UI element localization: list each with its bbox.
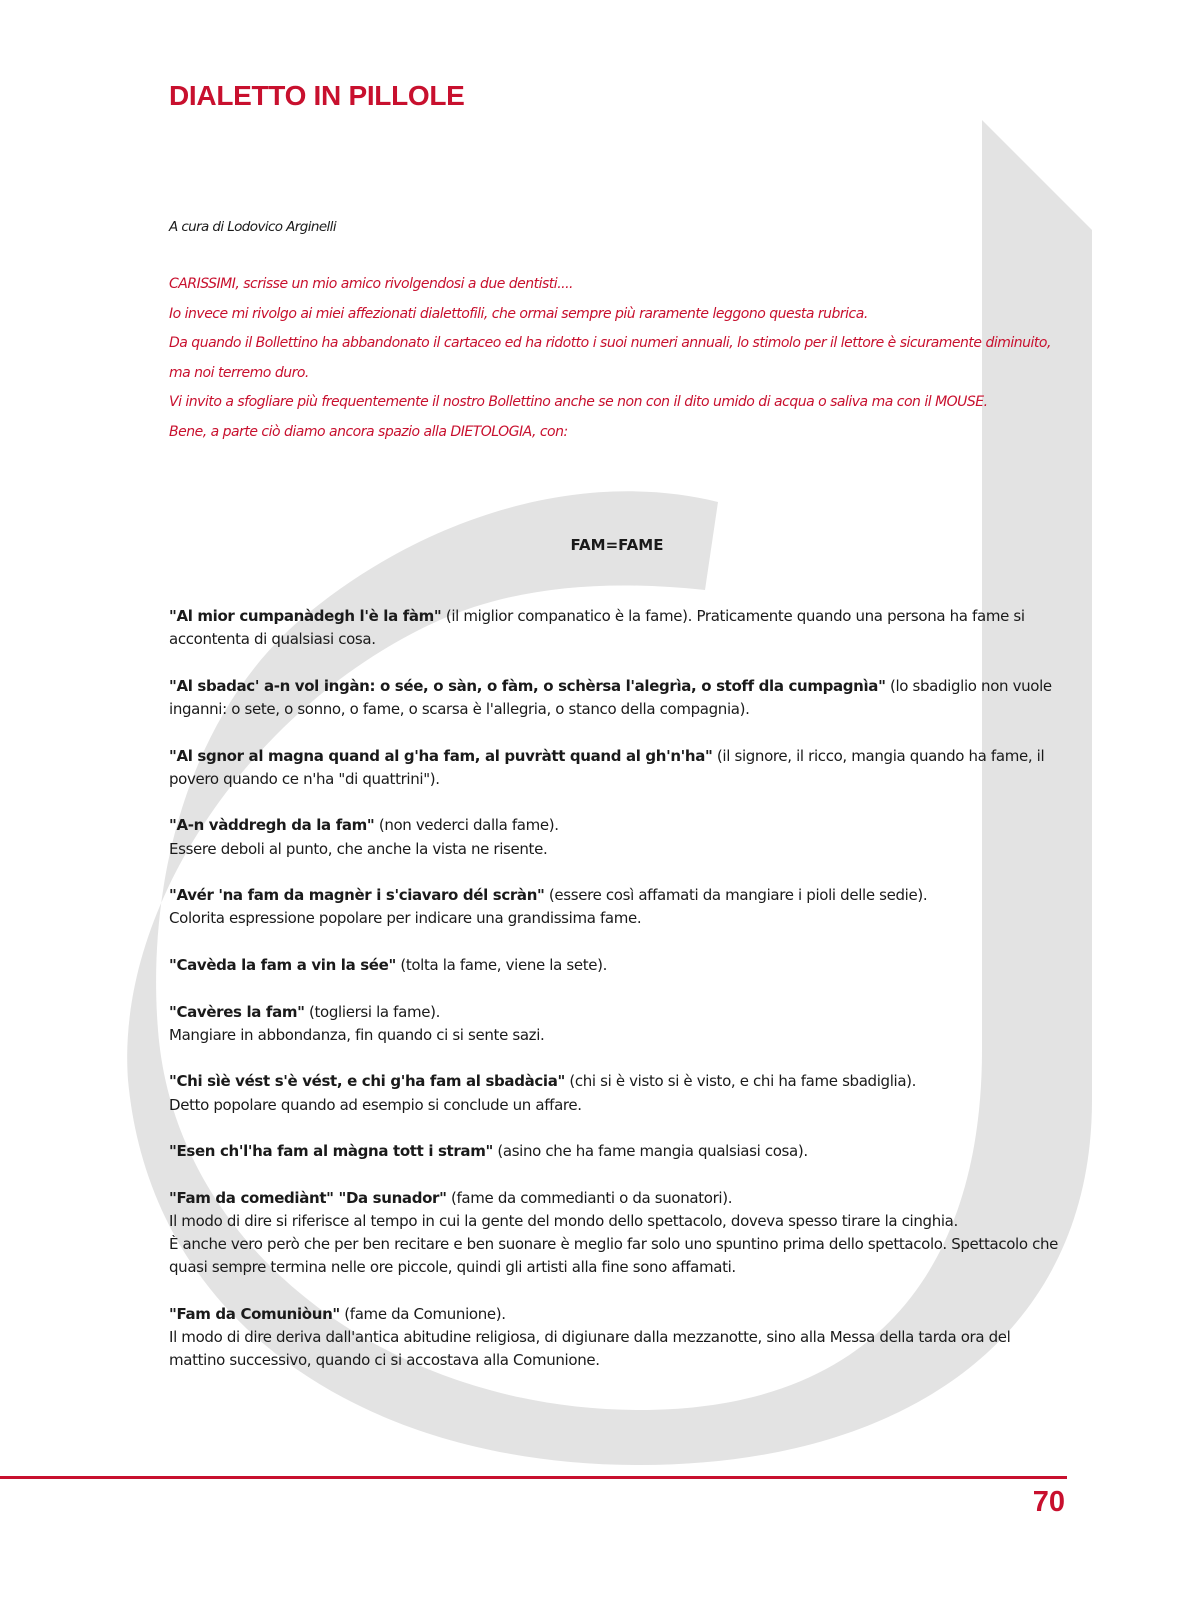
entry (169, 1140, 1065, 1163)
translation: (fame da commedianti o da suonatori). (446, 1188, 733, 1207)
entry-explanation: Essere deboli al punto, che anche la vista ne risente. (169, 839, 548, 858)
entry-explanation: Il modo di dire deriva dall'antica abitudine religiosa, di digiunare dalla mezzanotte, sino alla Messa della tarda ora del mattino successivo, quando ci si accostava alla Comunione. (169, 1328, 1011, 1370)
dialect-phrase: "Fam da comediànt" "Da sunador" (169, 1188, 447, 1207)
entry-explanation: Mangiare in abbondanza, fin quando ci si sente sazi. (169, 1025, 545, 1044)
dialect-phrase: "A-n vàddregh da la fam" (169, 816, 375, 835)
entry-line (169, 605, 1065, 651)
entry-explanation: Colorita espressione popolare per indicare una grandissima fame. (169, 909, 642, 928)
entry-line (169, 1001, 1065, 1024)
intro-paragraph: Vi invito a sfogliare più frequentemente il nostro Bollettino anche se non con il dito umido di acqua o saliva ma con il MOUSE. (169, 394, 988, 411)
page-number: 70 (1032, 1486, 1065, 1518)
translation: (lo sbadiglio non vuole inganni: o sete, o sonno, o fame, o scarsa è l'allegria, o stanco della compagnia). (169, 676, 1052, 718)
translation: (asino che ha fame mangia qualsiasi cosa). (492, 1142, 808, 1161)
footer-rule (0, 1476, 1067, 1479)
entry-line (169, 1187, 1065, 1210)
translation: (chi si è visto si è visto, e chi ha fame sbadiglia). (564, 1072, 917, 1091)
translation: (il miglior companatico è la fame). Praticamente quando una persona ha fame si accontenta di qualsiasi cosa. (169, 607, 1025, 649)
intro-paragraph: CARISSIMI, scrisse un mio amico rivolgendosi a due dentisti.... (169, 276, 573, 292)
entry (169, 884, 1065, 930)
entry (169, 1303, 1065, 1373)
entry-explanation: Il modo di dire si riferisce al tempo in cui la gente del mondo dello spettacolo, doveva spesso tirare la cinghia. (169, 1211, 958, 1230)
intro-paragraph: Bene, a parte ciò diamo ancora spazio alla DIETOLOGIA, con: (169, 423, 568, 440)
entry (169, 814, 1065, 860)
entry-line (169, 884, 1065, 907)
entry (169, 675, 1065, 721)
dialect-phrase: "Chi sìè vést s'è vést, e chi g'ha fam al sbadàcia" (169, 1072, 565, 1091)
page-title: DIALETTO IN PILLOLE (169, 80, 465, 111)
entries-list (169, 605, 1065, 1396)
byline: A cura di Lodovico Arginelli (169, 219, 336, 235)
entry-line (169, 745, 1065, 791)
entry (169, 605, 1065, 651)
intro-paragraph: Da quando il Bollettino ha abbandonato il cartaceo ed ha ridotto i suoi numeri annuali, lo stimolo per il lettore è sicuramente diminuito, ma noi terremo duro. (169, 335, 1051, 381)
intro-text (169, 270, 1065, 448)
translation: (togliersi la fame). (304, 1002, 441, 1021)
dialect-phrase: "Al sgnor al magna quand al g'ha fam, al puvràtt quand al gh'n'ha" (169, 746, 713, 765)
intro-paragraph: Io invece mi rivolgo ai miei affezionati dialettofili, che ormai sempre più raramente leggono questa rubrica. (169, 305, 868, 322)
entry (169, 1001, 1065, 1047)
entry-line (169, 954, 1065, 977)
entry-line (169, 1070, 1065, 1093)
translation: (non vederci dalla fame). (374, 816, 559, 835)
dialect-phrase: "Al sbadac' a-n vol ingàn: o sée, o sàn, o fàm, o schèrsa l'alegrìa, o stoff dla cumpagnìa" (169, 676, 886, 695)
dialect-phrase: "Esen ch'l'ha fam al màgna tott i stram" (169, 1142, 493, 1161)
dialect-phrase: "Cavères la fam" (169, 1002, 305, 1021)
entry (169, 1187, 1065, 1280)
dialect-phrase: "Al mior cumpanàdegh l'è la fàm" (169, 607, 442, 625)
entry-line (169, 1140, 1065, 1163)
entry-explanation: È anche vero però che per ben recitare e ben suonare è meglio far solo uno spuntino prima dello spettacolo. Spettacolo che quasi sempre termina nelle ore piccole, quindi gli artisti alla fine sono affamati. (169, 1235, 1059, 1277)
entry (169, 1070, 1065, 1116)
entry-explanation: Detto popolare quando ad esempio si conclude un affare. (169, 1095, 582, 1114)
translation: (il signore, il ricco, mangia quando ha fame, il povero quando ce n'ha "di quattrini"). (169, 746, 1045, 788)
translation: (tolta la fame, viene la sete). (395, 955, 608, 974)
entry-line (169, 814, 1065, 837)
translation: (fame da Comunione). (339, 1304, 506, 1323)
dialect-phrase: "Cavèda la fam a vin la sée" (169, 955, 396, 974)
entry-line (169, 675, 1065, 721)
dialect-phrase: "Avér 'na fam da magnèr i s'ciavaro dél scràn" (169, 886, 545, 905)
section-title: FAM=FAME (570, 536, 664, 554)
dialect-phrase: "Fam da Comuniòun" (169, 1304, 340, 1323)
entry-line (169, 1303, 1065, 1326)
entry (169, 745, 1065, 791)
entry (169, 954, 1065, 977)
translation: (essere così affamati da mangiare i pioli delle sedie). (544, 886, 928, 905)
